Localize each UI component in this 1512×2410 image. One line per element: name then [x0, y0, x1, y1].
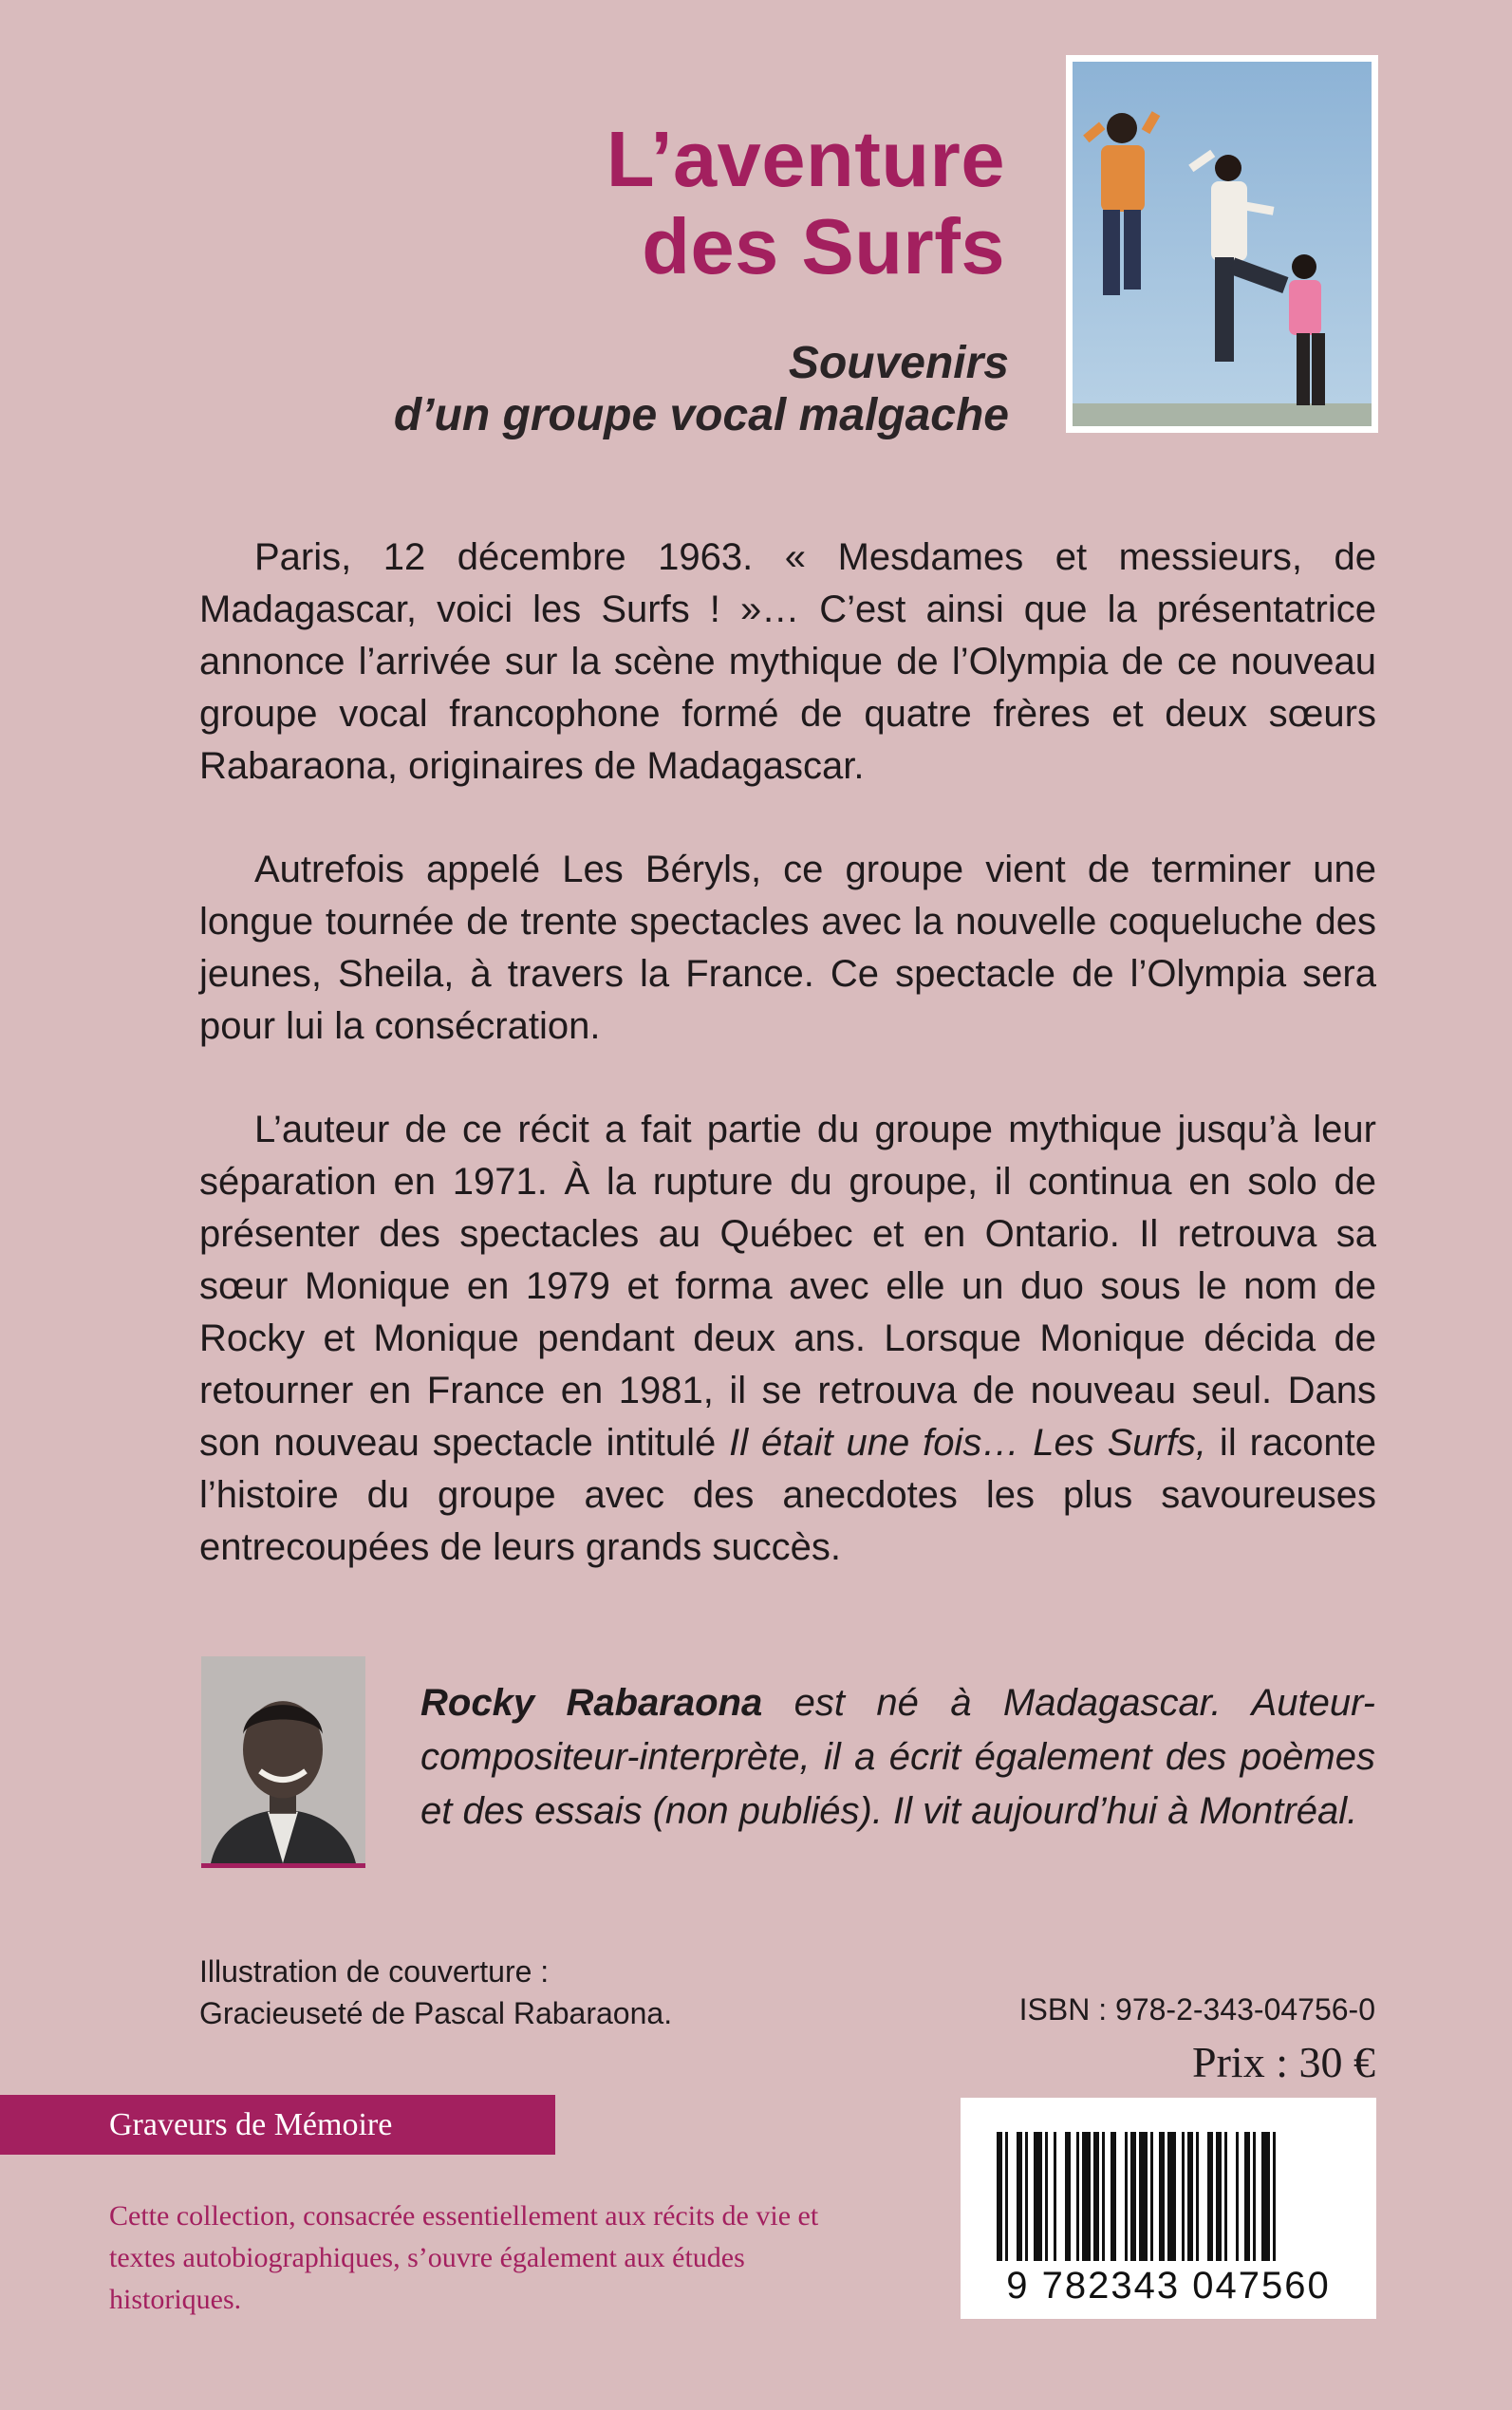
- barcode-bar: [1236, 2132, 1239, 2261]
- author-bio: [420, 1676, 1375, 1839]
- title-line-2: des Surfs: [642, 202, 1005, 290]
- show-title: Il était une fois… Les Surfs,: [729, 1422, 1207, 1464]
- ean-barcode-icon: [961, 2098, 1376, 2269]
- barcode-bar: [1196, 2132, 1199, 2261]
- barcode-bar: [1093, 2132, 1099, 2261]
- barcode: [961, 2098, 1376, 2319]
- subtitle-line-1: Souvenirs: [788, 338, 1009, 388]
- title-line-1: L’aventure: [606, 115, 1005, 203]
- author-bio-text: est né à Madagascar. Auteur-compositeur-interprète, il a écrit également des poèmes et des essais (non publiés). Il vit aujourd’hui à Montréal.: [420, 1682, 1375, 1832]
- cover-photo: [1066, 55, 1378, 433]
- barcode-bar: [1139, 2132, 1148, 2261]
- barcode-bar: [1054, 2132, 1056, 2261]
- barcode-bar: [1130, 2132, 1136, 2261]
- barcode-bar: [1261, 2132, 1270, 2261]
- author-portrait-photo-icon: [201, 1656, 365, 1863]
- summary-paragraph-1: Paris, 12 décembre 1963. « Mesdames et messieurs, de Madagascar, voici les Surfs ! »… C’est ainsi que la présentatrice annonce l’arrivée sur la scène mythique de l’Olympia de ce nouveau groupe vocal francophone formé de quatre frères et deux sœurs Rabaraona, originaires de Madagascar.: [199, 536, 1376, 787]
- summary-paragraph-3: [199, 1104, 1376, 1574]
- barcode-bar: [1224, 2132, 1227, 2261]
- barcode-bar: [1125, 2132, 1128, 2261]
- barcode-bar: [1253, 2132, 1256, 2261]
- barcode-bar: [1082, 2132, 1091, 2261]
- barcode-bar: [1045, 2132, 1048, 2261]
- barcode-bar: [1273, 2132, 1276, 2261]
- credit-line-2: Gracieuseté de Pascal Rabaraona.: [199, 1996, 673, 2030]
- credit-line-1: Illustration de couverture :: [199, 1954, 550, 1989]
- isbn: ISBN : 978-2-343-04756-0: [1018, 1992, 1375, 2027]
- summary-paragraph-3-start: L’auteur de ce récit a fait partie du groupe mythique jusqu’à leur séparation en 1971. À la rupture du groupe, il continua en solo de présenter des spectacles au Québec et en Ontario. Il retrouva sa sœur Monique en 1979 et forma avec elle un duo sous le nom de Rocky et Monique pendant deux ans. Lorsque Monique décida de retourner en France en 1981, il se retrouva de nouveau seul. Dans son nouveau spectacle intitulé: [199, 1109, 1376, 1464]
- barcode-digits: 9 782343 047560: [1006, 2265, 1331, 2307]
- book-subtitle: [394, 337, 1009, 441]
- barcode-bar: [1159, 2132, 1165, 2261]
- author-name: Rocky Rabaraona: [420, 1682, 763, 1724]
- illustration-credit: [199, 1951, 672, 2034]
- jumping-singers-photo-icon: [1073, 62, 1372, 426]
- barcode-bar: [1187, 2132, 1193, 2261]
- subtitle-line-2: d’un groupe vocal malgache: [393, 390, 1009, 440]
- barcode-bar: [1065, 2132, 1071, 2261]
- price: Prix : 30 €: [1192, 2038, 1375, 2086]
- barcode-bar: [1017, 2132, 1022, 2261]
- summary-paragraph-3-end: il raconte l’histoire du groupe avec des anecdotes les plus savoureuses entrecoupées de leurs grands succès.: [199, 1422, 1376, 1568]
- barcode-bar: [1244, 2132, 1250, 2261]
- barcode-bar: [1102, 2132, 1105, 2261]
- collection-banner: [0, 2095, 555, 2155]
- barcode-bar: [1111, 2132, 1116, 2261]
- barcode-bar: [1076, 2132, 1079, 2261]
- barcode-bar: [1005, 2132, 1008, 2261]
- barcode-bar: [1034, 2132, 1042, 2261]
- author-photo: [201, 1656, 365, 1868]
- barcode-bar: [1182, 2132, 1185, 2261]
- barcode-bar: [1150, 2132, 1153, 2261]
- barcode-bar: [1216, 2132, 1222, 2261]
- barcode-bar: [1167, 2132, 1176, 2261]
- barcode-bar: [997, 2132, 1002, 2261]
- barcode-bar: [1025, 2132, 1028, 2261]
- summary-paragraph-2: Autrefois appelé Les Béryls, ce groupe vient de terminer une longue tournée de trente spectacles avec la nouvelle coqueluche des jeunes, Sheila, à travers la France. Ce spectacle de l’Olympia sera pour lui la consécration.: [199, 849, 1376, 1047]
- book-title: [607, 116, 1005, 290]
- collection-name: Graveurs de Mémoire: [109, 2107, 393, 2142]
- barcode-bar: [1207, 2132, 1213, 2261]
- collection-description: Cette collection, consacrée essentiellement aux récits de vie et textes autobiographiques, s’ouvre également aux études historiques.: [109, 2200, 819, 2315]
- back-cover-summary: [199, 532, 1376, 1574]
